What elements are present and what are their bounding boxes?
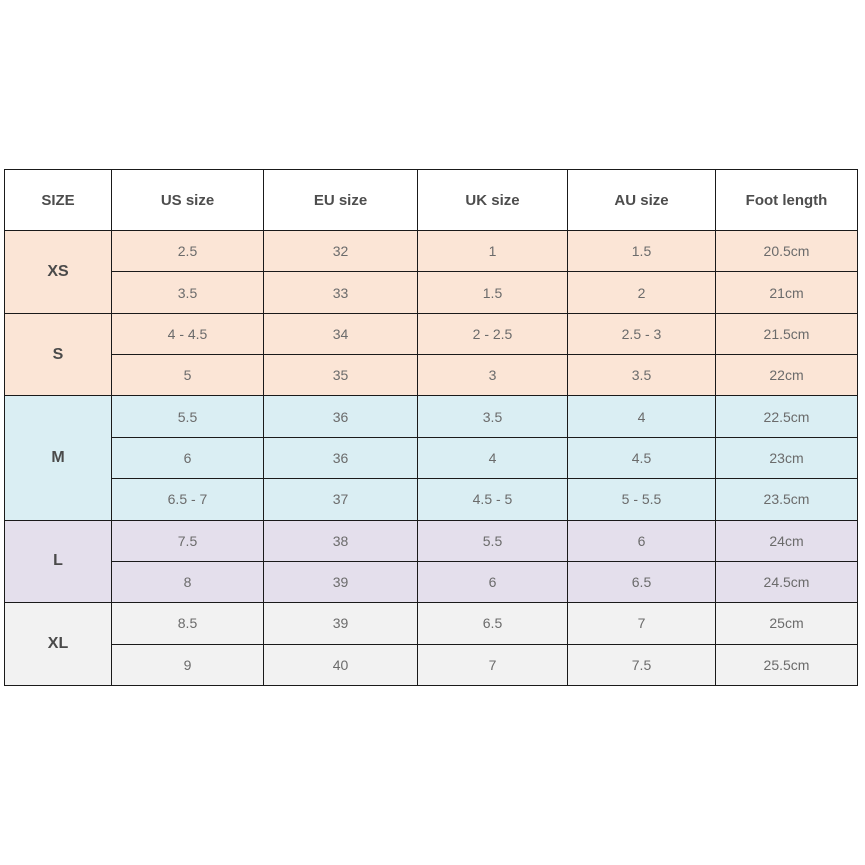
- uk-size-cell: 3.5: [418, 396, 568, 437]
- uk-size-cell: 3: [418, 355, 568, 396]
- us-size-cell: 9: [112, 644, 264, 685]
- foot-length-cell: 22.5cm: [716, 396, 858, 437]
- foot-length-cell: 25.5cm: [716, 644, 858, 685]
- au-size-cell: 2: [568, 272, 716, 313]
- uk-size-cell: 1: [418, 231, 568, 272]
- size-label-cell: M: [5, 396, 112, 520]
- uk-size-cell: 4: [418, 437, 568, 478]
- us-size-cell: 2.5: [112, 231, 264, 272]
- table-row: [5, 603, 858, 644]
- us-size-cell: 7.5: [112, 520, 264, 561]
- au-size-cell: 1.5: [568, 231, 716, 272]
- uk-size-cell: 2 - 2.5: [418, 313, 568, 354]
- uk-size-cell: 6.5: [418, 603, 568, 644]
- table-row: [5, 520, 858, 561]
- us-size-cell: 5.5: [112, 396, 264, 437]
- header-row: [5, 170, 858, 231]
- size-label-cell: S: [5, 313, 112, 396]
- eu-size-cell: 35: [264, 355, 418, 396]
- foot-length-cell: 24cm: [716, 520, 858, 561]
- eu-size-cell: 40: [264, 644, 418, 685]
- au-size-cell: 2.5 - 3: [568, 313, 716, 354]
- size-label-cell: XL: [5, 603, 112, 686]
- header-uk-size: UK size: [418, 170, 568, 231]
- table-row: [5, 479, 858, 520]
- foot-length-cell: 24.5cm: [716, 561, 858, 602]
- au-size-cell: 7.5: [568, 644, 716, 685]
- size-label-cell: XS: [5, 231, 112, 314]
- table-row: [5, 231, 858, 272]
- au-size-cell: 4.5: [568, 437, 716, 478]
- table-row: [5, 644, 858, 685]
- table-body: [5, 231, 858, 686]
- au-size-cell: 7: [568, 603, 716, 644]
- table-row: [5, 396, 858, 437]
- table-row: [5, 561, 858, 602]
- size-chart-table: [4, 169, 858, 686]
- header-us-size: US size: [112, 170, 264, 231]
- eu-size-cell: 33: [264, 272, 418, 313]
- eu-size-cell: 36: [264, 396, 418, 437]
- foot-length-cell: 21.5cm: [716, 313, 858, 354]
- us-size-cell: 8.5: [112, 603, 264, 644]
- size-label-cell: L: [5, 520, 112, 603]
- table-row: [5, 437, 858, 478]
- au-size-cell: 5 - 5.5: [568, 479, 716, 520]
- eu-size-cell: 34: [264, 313, 418, 354]
- uk-size-cell: 5.5: [418, 520, 568, 561]
- table-row: [5, 272, 858, 313]
- us-size-cell: 6: [112, 437, 264, 478]
- au-size-cell: 6: [568, 520, 716, 561]
- eu-size-cell: 32: [264, 231, 418, 272]
- us-size-cell: 5: [112, 355, 264, 396]
- eu-size-cell: 39: [264, 603, 418, 644]
- uk-size-cell: 6: [418, 561, 568, 602]
- au-size-cell: 4: [568, 396, 716, 437]
- au-size-cell: 6.5: [568, 561, 716, 602]
- foot-length-cell: 22cm: [716, 355, 858, 396]
- header-size: SIZE: [5, 170, 112, 231]
- us-size-cell: 3.5: [112, 272, 264, 313]
- table-row: [5, 313, 858, 354]
- foot-length-cell: 23.5cm: [716, 479, 858, 520]
- table-header: [5, 170, 858, 231]
- table-row: [5, 355, 858, 396]
- us-size-cell: 8: [112, 561, 264, 602]
- eu-size-cell: 36: [264, 437, 418, 478]
- foot-length-cell: 25cm: [716, 603, 858, 644]
- eu-size-cell: 37: [264, 479, 418, 520]
- foot-length-cell: 20.5cm: [716, 231, 858, 272]
- uk-size-cell: 1.5: [418, 272, 568, 313]
- us-size-cell: 4 - 4.5: [112, 313, 264, 354]
- eu-size-cell: 39: [264, 561, 418, 602]
- foot-length-cell: 21cm: [716, 272, 858, 313]
- eu-size-cell: 38: [264, 520, 418, 561]
- uk-size-cell: 7: [418, 644, 568, 685]
- us-size-cell: 6.5 - 7: [112, 479, 264, 520]
- header-eu-size: EU size: [264, 170, 418, 231]
- header-foot-length: Foot length: [716, 170, 858, 231]
- uk-size-cell: 4.5 - 5: [418, 479, 568, 520]
- foot-length-cell: 23cm: [716, 437, 858, 478]
- au-size-cell: 3.5: [568, 355, 716, 396]
- header-au-size: AU size: [568, 170, 716, 231]
